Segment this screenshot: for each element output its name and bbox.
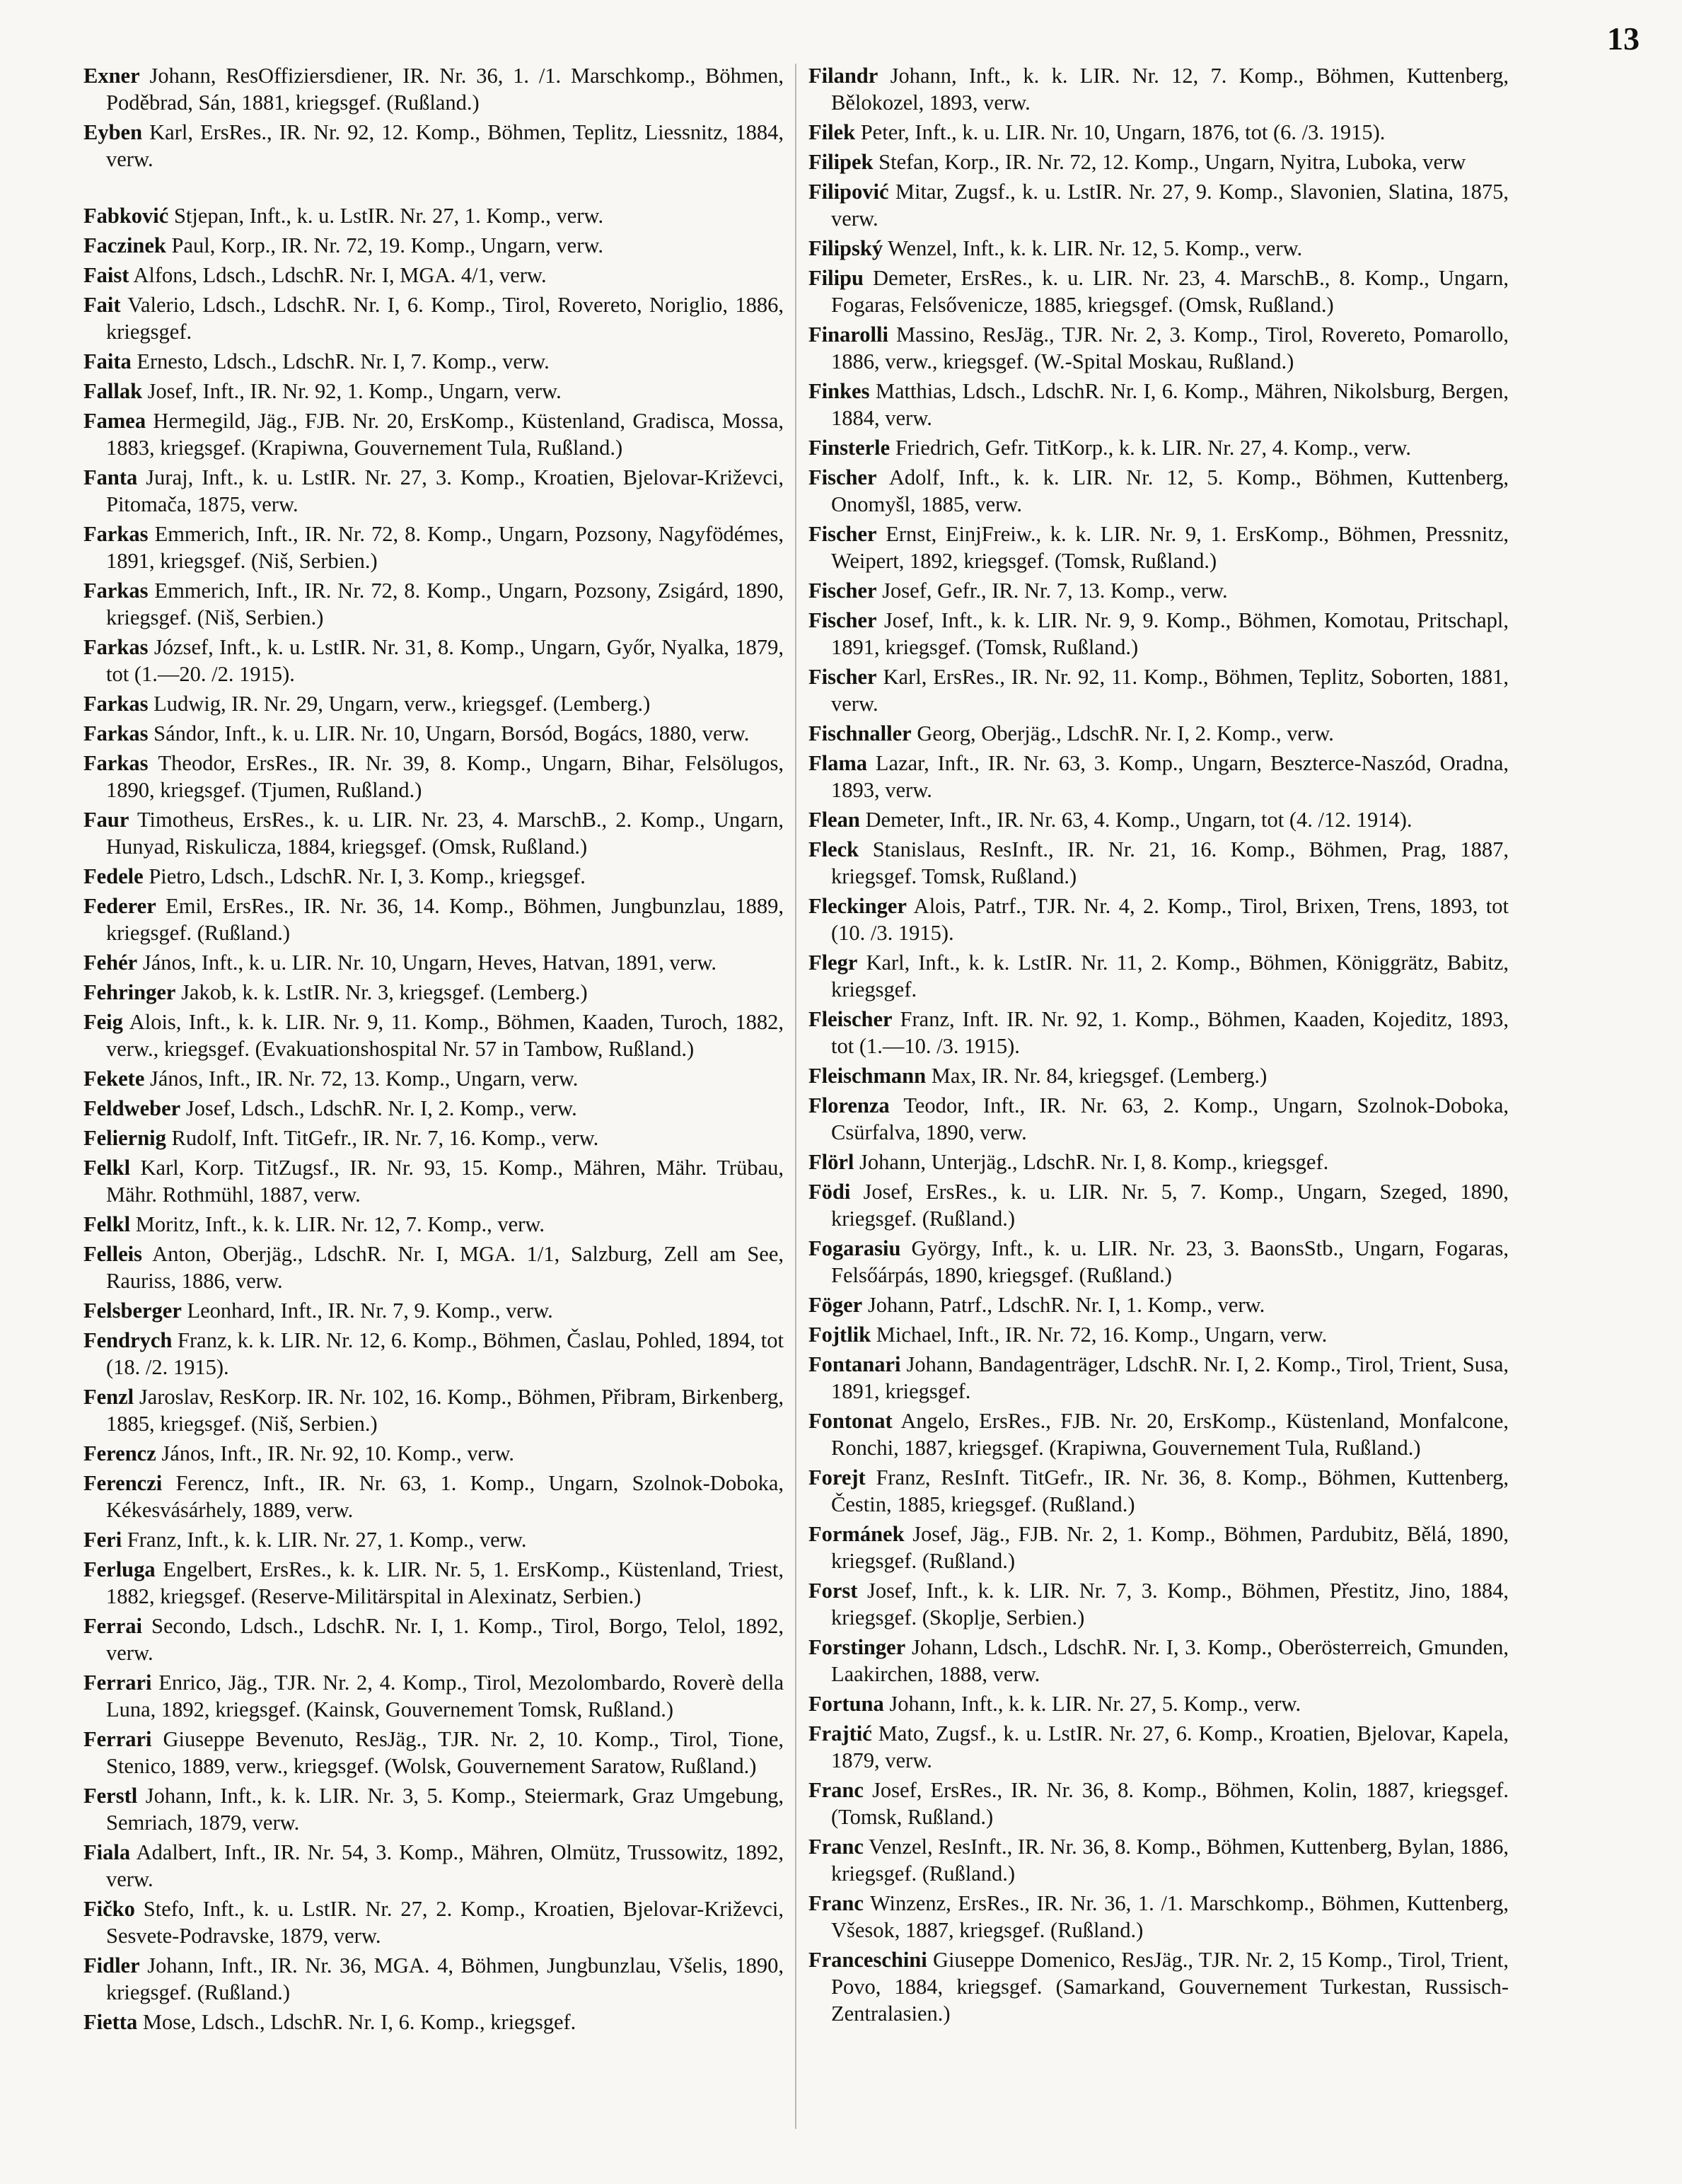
entry-surname: Faur	[83, 808, 129, 832]
entry-surname: Farkas	[83, 522, 149, 546]
entry-surname: Finsterle	[808, 436, 891, 460]
entry-surname: Ferrai	[83, 1614, 142, 1638]
entry-details: Ferencz, Inft., IR. Nr. 63, 1. Komp., Ungarn, Szolnok-Doboka, Kékesvásárhely, 1889, verw.	[106, 1471, 784, 1522]
casualty-entry	[808, 949, 1509, 1003]
casualty-entry	[808, 235, 1509, 262]
casualty-entry	[808, 149, 1509, 175]
entry-surname: Fallak	[83, 379, 143, 403]
entry-surname: Forstinger	[808, 1635, 906, 1659]
entry-details: Franz, k. k. LIR. Nr. 12, 6. Komp., Böhmen, Časlau, Pohled, 1894, tot (18. /2. 1915).	[106, 1328, 784, 1379]
entry-details: Ernst, EinjFreiw., k. k. LIR. Nr. 9, 1. ErsKomp., Böhmen, Pressnitz, Weipert, 1892, kriegsgef. (Tomsk, Rußland.)	[831, 522, 1509, 573]
casualty-entry	[83, 262, 784, 289]
entry-surname: Forejt	[808, 1465, 866, 1489]
casualty-entry	[808, 1890, 1509, 1944]
casualty-entry	[83, 577, 784, 631]
casualty-entry	[83, 1726, 784, 1779]
entry-surname: Faczinek	[83, 233, 166, 257]
entry-details: Matthias, Ldsch., LdschR. Nr. I, 6. Komp., Mähren, Nikolsburg, Bergen, 1884, verw.	[831, 379, 1509, 430]
entry-details: Josef, Inft., k. k. LIR. Nr. 9, 9. Komp., Böhmen, Komotau, Pritschapl, 1891, kriegsgef. (Tomsk, Rußland.)	[831, 608, 1509, 659]
entry-details: Max, IR. Nr. 84, kriegsgef. (Lemberg.)	[926, 1064, 1268, 1088]
entry-surname: Fehringer	[83, 980, 176, 1004]
entry-details: Alois, Patrf., TJR. Nr. 4, 2. Komp., Tirol, Brixen, Trens, 1893, tot (10. /3. 1915).	[831, 894, 1509, 945]
entry-details: Adalbert, Inft., IR. Nr. 54, 3. Komp., Mähren, Olmütz, Trussowitz, 1892, verw.	[106, 1840, 784, 1891]
entry-surname: Farkas	[83, 721, 149, 745]
entry-details: Georg, Oberjäg., LdschR. Nr. I, 2. Komp., verw.	[911, 721, 1334, 745]
column-divider	[795, 64, 796, 2129]
casualty-entry	[808, 1634, 1509, 1688]
entry-details: Josef, Ldsch., LdschR. Nr. I, 2. Komp., verw.	[180, 1096, 577, 1120]
entry-surname: Frajtić	[808, 1721, 872, 1746]
entry-details: Franz, Inft., k. k. LIR. Nr. 27, 1. Komp., verw.	[122, 1528, 527, 1552]
casualty-entry	[83, 464, 784, 518]
entry-surname: Flegr	[808, 951, 858, 975]
entry-details: Paul, Korp., IR. Nr. 72, 19. Komp., Ungarn, verw.	[166, 233, 604, 257]
entry-surname: Filek	[808, 120, 856, 144]
casualty-entry	[808, 750, 1509, 803]
casualty-entry	[83, 62, 784, 116]
entry-details: Teodor, Inft., IR. Nr. 63, 2. Komp., Ungarn, Szolnok-Doboka, Csürfalva, 1890, verw.	[831, 1093, 1509, 1144]
entry-surname: Fleischer	[808, 1007, 893, 1031]
casualty-entry	[83, 291, 784, 345]
entry-surname: Farkas	[83, 751, 149, 775]
casualty-entry	[808, 1720, 1509, 1774]
casualty-entry	[808, 1321, 1509, 1348]
entry-details: Johann, Ldsch., LdschR. Nr. I, 3. Komp., Oberösterreich, Gmunden, Laakirchen, 1888, verw.	[831, 1635, 1509, 1686]
casualty-entry	[83, 348, 784, 375]
entry-surname: Farkas	[83, 692, 149, 716]
entry-surname: Faita	[83, 349, 132, 373]
casualty-entry	[83, 202, 784, 229]
casualty-entry	[83, 1839, 784, 1893]
casualty-entry	[808, 1690, 1509, 1717]
entry-surname: Felsberger	[83, 1299, 182, 1323]
casualty-entry	[83, 750, 784, 803]
entry-surname: Farkas	[83, 635, 149, 659]
entry-surname: Finarolli	[808, 323, 888, 347]
casualty-entry	[83, 1009, 784, 1062]
casualty-entry	[808, 1521, 1509, 1574]
casualty-entry	[808, 62, 1509, 116]
entry-surname: Feri	[83, 1528, 122, 1552]
page-number: 13	[1607, 21, 1640, 57]
entry-surname: Filipský	[808, 236, 883, 260]
entry-details: Josef, Inft., IR. Nr. 92, 1. Komp., Ungarn, verw.	[142, 379, 562, 403]
entry-surname: Föger	[808, 1293, 863, 1317]
entry-surname: Faist	[83, 263, 129, 287]
casualty-entry	[83, 2009, 784, 2035]
entry-details: János, Inft., k. u. LIR. Nr. 10, Ungarn, Heves, Hatvan, 1891, verw.	[137, 951, 717, 975]
casualty-entry	[808, 1946, 1509, 2027]
entry-details: Josef, ErsRes., IR. Nr. 36, 8. Komp., Böhmen, Kolin, 1887, kriegsgef. (Tomsk, Rußland.)	[831, 1778, 1509, 1829]
casualty-entry	[83, 1211, 784, 1238]
entry-surname: Exner	[83, 64, 140, 88]
entry-details: Jakob, k. k. LstIR. Nr. 3, kriegsgef. (Lemberg.)	[175, 980, 588, 1004]
entry-details: Demeter, ErsRes., k. u. LIR. Nr. 23, 4. MarschB., 8. Komp., Ungarn, Fogaras, Felsővenicze, 1885, kriegsgef. (Omsk, Rußland.)	[831, 266, 1509, 317]
entry-surname: Fischnaller	[808, 721, 912, 745]
entry-surname: Fenzl	[83, 1385, 134, 1409]
casualty-entry	[808, 1577, 1509, 1631]
entry-details: Demeter, Inft., IR. Nr. 63, 4. Komp., Ungarn, tot (4. /12. 1914).	[859, 808, 1413, 832]
casualty-entry	[83, 378, 784, 405]
entry-details: Michael, Inft., IR. Nr. 72, 16. Komp., Ungarn, verw.	[871, 1323, 1328, 1347]
entry-details: Theodor, ErsRes., IR. Nr. 39, 8. Komp., Ungarn, Bihar, Felsölugos, 1890, kriegsgef. (Tjumen, Rußland.)	[106, 751, 784, 802]
casualty-entry	[808, 178, 1509, 232]
entry-details: Mato, Zugsf., k. u. LstIR. Nr. 27, 6. Komp., Kroatien, Bjelovar, Kapela, 1879, verw.	[831, 1721, 1509, 1772]
casualty-entry	[83, 949, 784, 976]
entry-details: Stanislaus, ResInft., IR. Nr. 21, 16. Komp., Böhmen, Prag, 1887, kriegsgef. Tomsk, Rußland.)	[831, 837, 1509, 888]
entry-details: Mose, Ldsch., LdschR. Nr. I, 6. Komp., kriegsgef.	[137, 2010, 576, 2034]
entry-details: Timotheus, ErsRes., k. u. LIR. Nr. 23, 4. MarschB., 2. Komp., Ungarn, Hunyad, Riskulicza, 1884, kriegsgef. (Omsk, Rußland.)	[106, 808, 784, 859]
entry-surname: Filipek	[808, 150, 874, 174]
casualty-entry	[808, 321, 1509, 375]
entry-details: Franz, ResInft. TitGefr., IR. Nr. 36, 8. Komp., Böhmen, Kuttenberg, Čestin, 1885, kriegsgef. (Rußland.)	[831, 1465, 1509, 1516]
casualty-entry	[808, 521, 1509, 574]
entry-surname: Famea	[83, 409, 146, 433]
casualty-entry	[83, 119, 784, 173]
entry-details: Johann, Inft., IR. Nr. 36, MGA. 4, Böhmen, Jungbunzlau, Všelis, 1890, kriegsgef. (Rußland.)	[106, 1953, 784, 2004]
entry-surname: Eyben	[83, 120, 143, 144]
entry-details: Angelo, ErsRes., FJB. Nr. 20, ErsKomp., Küstenland, Monfalcone, Ronchi, 1887, kriegsgef. (Krapiwna, Gouvernement Tula, Rußland.)	[831, 1409, 1509, 1460]
entry-surname: Franceschini	[808, 1948, 927, 1972]
casualty-entry	[83, 1383, 784, 1437]
casualty-entry	[808, 1833, 1509, 1887]
entry-surname: Fehér	[83, 951, 138, 975]
casualty-entry	[83, 1297, 784, 1324]
casualty-entry	[83, 1526, 784, 1553]
entry-details: Stefan, Korp., IR. Nr. 72, 12. Komp., Ungarn, Nyitra, Luboka, verw	[873, 150, 1466, 174]
casualty-entry	[83, 1952, 784, 2006]
entry-details: Alois, Inft., k. k. LIR. Nr. 9, 11. Komp., Böhmen, Kaaden, Turoch, 1882, verw., kriegsgef. (Evakuationshospital Nr. 57 in Tambow, Rußland.)	[106, 1010, 784, 1061]
casualty-entry	[808, 1464, 1509, 1518]
casualty-entry	[808, 1062, 1509, 1089]
entry-surname: Filipu	[808, 266, 864, 290]
entry-details: Josef, Jäg., FJB. Nr. 2, 1. Komp., Böhmen, Pardubitz, Bělá, 1890, kriegsgef. (Rußland.)	[831, 1522, 1509, 1573]
entry-surname: Felleis	[83, 1242, 142, 1266]
casualty-entry	[808, 1351, 1509, 1405]
casualty-entry	[83, 893, 784, 946]
entry-details: Emmerich, Inft., IR. Nr. 72, 8. Komp., Ungarn, Pozsony, Nagyfödémes, 1891, kriegsgef. (Niš, Serbien.)	[106, 522, 784, 573]
casualty-entry	[83, 1782, 784, 1836]
entry-surname: Fogarasiu	[808, 1236, 901, 1260]
entry-surname: Ferenczi	[83, 1471, 163, 1495]
casualty-entry	[83, 1095, 784, 1122]
entry-surname: Flama	[808, 751, 868, 775]
entry-details: Emil, ErsRes., IR. Nr. 36, 14. Komp., Böhmen, Jungbunzlau, 1889, kriegsgef. (Rußland.)	[106, 894, 784, 945]
entry-details: Karl, Korp. TitZugsf., IR. Nr. 93, 15. Komp., Mähren, Mähr. Trübau, Mähr. Rothmühl, 1887, verw.	[106, 1156, 784, 1207]
casualty-entry	[83, 806, 784, 860]
entry-details: Johann, Patrf., LdschR. Nr. I, 1. Komp., verw.	[862, 1293, 1265, 1317]
casualty-entry	[83, 1327, 784, 1381]
entry-details: Rudolf, Inft. TitGefr., IR. Nr. 7, 16. Komp., verw.	[166, 1126, 599, 1150]
entry-surname: Felkl	[83, 1156, 131, 1180]
entry-surname: Farkas	[83, 579, 149, 603]
entry-details: János, Inft., IR. Nr. 72, 13. Komp., Ungarn, verw.	[144, 1067, 579, 1091]
entry-details: Venzel, ResInft., IR. Nr. 36, 8. Komp., Böhmen, Kuttenberg, Bylan, 1886, kriegsgef. (Rußland.)	[831, 1835, 1509, 1886]
entry-surname: Fekete	[83, 1067, 145, 1091]
entry-surname: Forst	[808, 1579, 858, 1603]
entry-details: Wenzel, Inft., k. k. LIR. Nr. 12, 5. Komp., verw.	[883, 236, 1303, 260]
entry-details: Johann, Inft., k. k. LIR. Nr. 27, 5. Komp., verw.	[883, 1692, 1301, 1716]
casualty-entry	[808, 836, 1509, 890]
entry-details: Valerio, Ldsch., LdschR. Nr. I, 6. Komp., Tirol, Rovereto, Noriglio, 1886, kriegsgef.	[106, 293, 784, 344]
entry-details: Moritz, Inft., k. k. LIR. Nr. 12, 7. Komp., verw.	[130, 1212, 545, 1236]
entry-details: Alfons, Ldsch., LdschR. Nr. I, MGA. 4/1, verw.	[129, 263, 547, 287]
entry-surname: Flörl	[808, 1150, 854, 1174]
entry-surname: Fiala	[83, 1840, 131, 1864]
entry-surname: Florenza	[808, 1093, 890, 1117]
casualty-entry	[83, 1154, 784, 1208]
entry-surname: Franc	[808, 1835, 864, 1859]
entry-details: Secondo, Ldsch., LdschR. Nr. I, 1. Komp., Tirol, Borgo, Telol, 1892, verw.	[106, 1614, 784, 1665]
entry-details: Ernesto, Ldsch., LdschR. Nr. I, 7. Komp., verw.	[131, 349, 550, 373]
entry-surname: Fendrych	[83, 1328, 173, 1352]
casualty-entry	[83, 1669, 784, 1723]
entry-details: Pietro, Ldsch., LdschR. Nr. I, 3. Komp., kriegsgef.	[143, 864, 586, 888]
entry-details: Johann, Inft., k. k. LIR. Nr. 3, 5. Komp., Steiermark, Graz Umgebung, Semriach, 1879, verw.	[106, 1784, 784, 1835]
entry-surname: Franc	[808, 1891, 864, 1915]
entry-surname: Franc	[808, 1778, 864, 1802]
entry-surname: Fanta	[83, 465, 138, 489]
entry-details: Sándor, Inft., k. u. LIR. Nr. 10, Ungarn, Borsód, Bogács, 1880, verw.	[148, 721, 750, 745]
casualty-entry	[83, 1440, 784, 1467]
entry-details: Lazar, Inft., IR. Nr. 63, 3. Komp., Ungarn, Beszterce-Naszód, Oradna, 1893, verw.	[831, 751, 1509, 802]
casualty-entry	[808, 806, 1509, 833]
entry-details: Enrico, Jäg., TJR. Nr. 2, 4. Komp., Tirol, Mezolombardo, Roverè della Luna, 1892, kriegsgef. (Kainsk, Gouvernement Tomsk, Rußland.)	[106, 1671, 784, 1721]
entry-surname: Fleischmann	[808, 1064, 927, 1088]
entry-surname: Feliernig	[83, 1126, 166, 1150]
casualty-entry	[808, 1777, 1509, 1830]
entry-surname: Feig	[83, 1010, 123, 1034]
casualty-entry	[808, 607, 1509, 661]
entry-details: Stefo, Inft., k. u. LstIR. Nr. 27, 2. Komp., Kroatien, Bjelovar-Križevci, Sesvete-Podravske, 1879, verw.	[106, 1897, 784, 1948]
entry-details: Johann, ResOffiziersdiener, IR. Nr. 36, 1. /1. Marschkomp., Böhmen, Poděbrad, Sán, 1881, kriegsgef. (Rußland.)	[106, 64, 784, 115]
entry-details: Juraj, Inft., k. u. LstIR. Nr. 27, 3. Komp., Kroatien, Bjelovar-Križevci, Pitomača, 1875, verw.	[106, 465, 784, 516]
casualty-entry	[83, 690, 784, 717]
entry-details: Johann, Unterjäg., LdschR. Nr. I, 8. Komp., kriegsgef.	[854, 1150, 1329, 1174]
casualty-entry	[808, 434, 1509, 461]
entry-details: Emmerich, Inft., IR. Nr. 72, 8. Komp., Ungarn, Pozsony, Zsigárd, 1890, kriegsgef. (Niš, Serbien.)	[106, 579, 784, 629]
casualty-entry	[808, 1149, 1509, 1175]
entry-details: Ludwig, IR. Nr. 29, Ungarn, verw., kriegsgef. (Lemberg.)	[148, 692, 651, 716]
casualty-entry	[83, 720, 784, 747]
entry-surname: Fojtlik	[808, 1323, 871, 1347]
entry-surname: Ferstl	[83, 1784, 138, 1808]
entry-surname: Fischer	[808, 465, 877, 489]
entry-surname: Finkes	[808, 379, 870, 403]
entry-details: Josef, Inft., k. k. LIR. Nr. 7, 3. Komp., Böhmen, Přestitz, Jino, 1884, kriegsgef. (Skoplje, Serbien.)	[831, 1579, 1509, 1630]
casualty-entry	[808, 663, 1509, 717]
casualty-entry	[808, 378, 1509, 431]
entry-details: Karl, ErsRes., IR. Nr. 92, 11. Komp., Böhmen, Teplitz, Soborten, 1881, verw.	[831, 665, 1509, 716]
casualty-entry	[808, 1178, 1509, 1232]
entry-surname: Filandr	[808, 64, 878, 88]
casualty-entry	[83, 634, 784, 687]
casualty-entry	[83, 1470, 784, 1523]
right-column	[808, 62, 1509, 2030]
casualty-entry	[808, 265, 1509, 318]
entry-surname: Federer	[83, 894, 156, 918]
casualty-entry	[808, 1006, 1509, 1059]
entry-details: Massino, ResJäg., TJR. Nr. 2, 3. Komp., Tirol, Rovereto, Pomarollo, 1886, verw., kriegsgef. (W.-Spital Moskau, Rußland.)	[831, 323, 1509, 373]
casualty-entry	[83, 1556, 784, 1610]
casualty-entry	[808, 464, 1509, 518]
entry-surname: Fontonat	[808, 1409, 893, 1433]
casualty-entry	[808, 720, 1509, 747]
casualty-entry	[808, 119, 1509, 146]
casualty-entry	[83, 232, 784, 259]
entry-surname: Fleck	[808, 837, 859, 861]
entry-surname: Fleckinger	[808, 894, 907, 918]
entry-surname: Ferencz	[83, 1441, 156, 1465]
entry-details: Johann, Inft., k. k. LIR. Nr. 12, 7. Komp., Böhmen, Kuttenberg, Bělokozel, 1893, verw.	[831, 64, 1509, 115]
casualty-entry	[83, 1125, 784, 1151]
entry-details: Hermegild, Jäg., FJB. Nr. 20, ErsKomp., Küstenland, Gradisca, Mossa, 1883, kriegsgef. (Krapiwna, Gouvernement Tula, Rußland.)	[106, 409, 784, 460]
entry-surname: Flean	[808, 808, 860, 832]
entry-details: Franz, Inft. IR. Nr. 92, 1. Komp., Böhmen, Kaaden, Kojeditz, 1893, tot (1.—10. /3. 1915).	[831, 1007, 1509, 1058]
entry-surname: Ferrari	[83, 1727, 152, 1751]
entry-surname: Ferluga	[83, 1557, 156, 1581]
entry-surname: Fischer	[808, 665, 877, 689]
entry-details: Giuseppe Bevenuto, ResJäg., TJR. Nr. 2, 10. Komp., Tirol, Tione, Stenico, 1889, verw., kriegsgef. (Wolsk, Gouvernement Saratow, Rußland.)	[106, 1727, 784, 1778]
casualty-entry	[83, 1065, 784, 1092]
entry-surname: Födi	[808, 1180, 851, 1204]
entry-details: Winzenz, ErsRes., IR. Nr. 36, 1. /1. Marschkomp., Böhmen, Kuttenberg, Všesok, 1887, kriegsgef. (Rußland.)	[831, 1891, 1509, 1942]
casualty-entry	[83, 1895, 784, 1949]
casualty-entry	[83, 521, 784, 574]
entry-details: Jaroslav, ResKorp. IR. Nr. 102, 16. Komp., Böhmen, Přibram, Birkenberg, 1885, kriegsgef. (Niš, Serbien.)	[106, 1385, 784, 1436]
entry-surname: Fabković	[83, 204, 169, 228]
casualty-entry	[83, 979, 784, 1006]
casualty-entry	[83, 863, 784, 890]
entry-surname: Fortuna	[808, 1692, 884, 1716]
entry-details: József, Inft., k. u. LstIR. Nr. 31, 8. Komp., Ungarn, Győr, Nyalka, 1879, tot (1.—20. /2. 1915).	[106, 635, 784, 686]
entry-details: Johann, Bandagenträger, LdschR. Nr. I, 2. Komp., Tirol, Trient, Susa, 1891, kriegsgef.	[831, 1352, 1509, 1403]
entry-surname: Formánek	[808, 1522, 905, 1546]
entry-surname: Fedele	[83, 864, 144, 888]
entry-details: Stjepan, Inft., k. u. LstIR. Nr. 27, 1. Komp., verw.	[168, 204, 604, 228]
entry-details: Peter, Inft., k. u. LIR. Nr. 10, Ungarn, 1876, tot (6. /3. 1915).	[855, 120, 1386, 144]
entry-details: Karl, ErsRes., IR. Nr. 92, 12. Komp., Böhmen, Teplitz, Liessnitz, 1884, verw.	[106, 120, 784, 171]
casualty-entry	[83, 1613, 784, 1666]
entry-surname: Fidler	[83, 1953, 140, 1977]
entry-surname: Fischer	[808, 608, 877, 632]
casualty-entry	[83, 407, 784, 461]
entry-surname: Fontanari	[808, 1352, 901, 1376]
entry-surname: Fischer	[808, 522, 877, 546]
entry-details: Mitar, Zugsf., k. u. LstIR. Nr. 27, 9. Komp., Slavonien, Slatina, 1875, verw.	[831, 180, 1509, 231]
casualty-entry	[808, 893, 1509, 946]
entry-details: Leonhard, Inft., IR. Nr. 7, 9. Komp., verw.	[181, 1299, 553, 1323]
left-column	[83, 62, 784, 2038]
entry-details: Engelbert, ErsRes., k. k. LIR. Nr. 5, 1. ErsKomp., Küstenland, Triest, 1882, kriegsgef. (Reserve-Militärspital in Alexinatz, Serbien.)	[106, 1557, 784, 1608]
casualty-entry	[808, 577, 1509, 604]
entry-details: Josef, ErsRes., k. u. LIR. Nr. 5, 7. Komp., Ungarn, Szeged, 1890, kriegsgef. (Rußland.)	[831, 1180, 1509, 1231]
casualty-entry	[83, 1241, 784, 1294]
casualty-entry	[808, 1407, 1509, 1461]
entry-surname: Fischer	[808, 579, 877, 603]
casualty-entry	[808, 1291, 1509, 1318]
entry-details: Anton, Oberjäg., LdschR. Nr. I, MGA. 1/1, Salzburg, Zell am See, Rauriss, 1886, verw.	[106, 1242, 784, 1293]
entry-surname: Fietta	[83, 2010, 138, 2034]
entry-details: János, Inft., IR. Nr. 92, 10. Komp., verw.	[156, 1441, 515, 1465]
entry-details: Giuseppe Domenico, ResJäg., TJR. Nr. 2, 15 Komp., Tirol, Trient, Povo, 1884, kriegsgef. (Samarkand, Gouvernement Turkestan, Russisch-Zentralasien.)	[831, 1948, 1509, 2026]
entry-details: Josef, Gefr., IR. Nr. 7, 13. Komp., verw.	[876, 579, 1228, 603]
entry-surname: Fait	[83, 293, 121, 317]
entry-details: Karl, Inft., k. k. LstIR. Nr. 11, 2. Komp., Böhmen, Königgrätz, Babitz, kriegsgef.	[831, 951, 1509, 1001]
entry-details: Adolf, Inft., k. k. LIR. Nr. 12, 5. Komp., Böhmen, Kuttenberg, Onomyšl, 1885, verw.	[831, 465, 1509, 516]
entry-surname: Ferrari	[83, 1671, 152, 1695]
entry-details: György, Inft., k. u. LIR. Nr. 23, 3. BaonsStb., Ungarn, Fogaras, Felsőárpás, 1890, kriegsgef. (Rußland.)	[831, 1236, 1509, 1287]
entry-surname: Feldweber	[83, 1096, 181, 1120]
entry-surname: Felkl	[83, 1212, 131, 1236]
entry-surname: Fičko	[83, 1897, 135, 1921]
entry-details: Friedrich, Gefr. TitKorp., k. k. LIR. Nr. 27, 4. Komp., verw.	[890, 436, 1411, 460]
casualty-entry	[808, 1092, 1509, 1146]
entry-surname: Filipović	[808, 180, 889, 204]
casualty-entry	[808, 1235, 1509, 1289]
